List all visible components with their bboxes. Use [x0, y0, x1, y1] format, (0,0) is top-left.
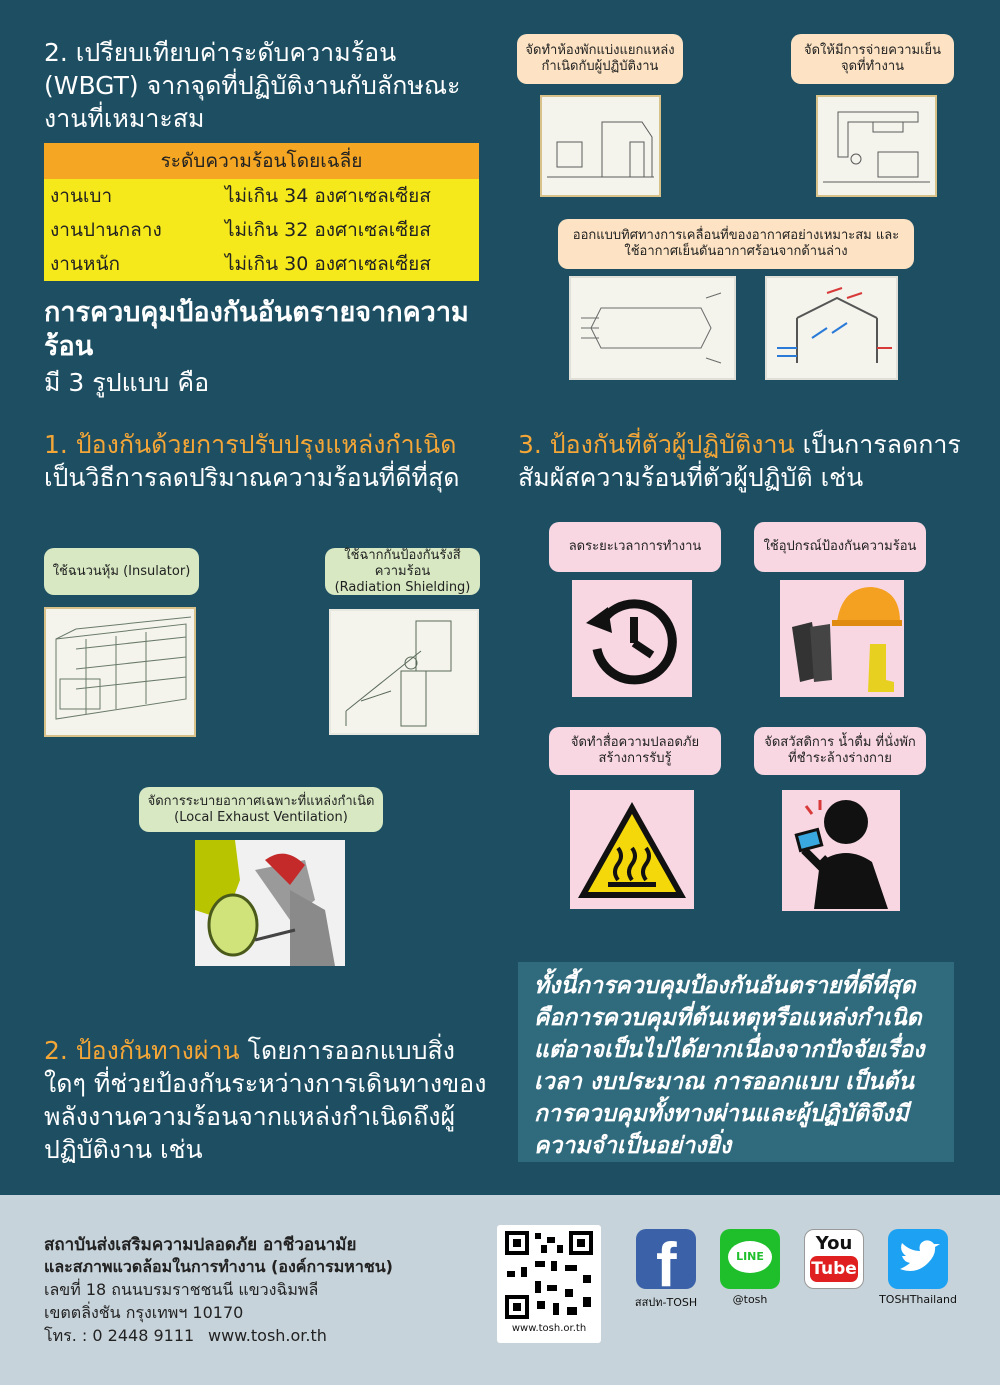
airflow-illustration-2 [765, 276, 898, 380]
ppe-gear-icon [782, 582, 902, 695]
phone: โทร. : 0 2448 9111 [44, 1326, 195, 1345]
exhaust-label-th: จัดการระบายอากาศเฉพาะที่แหล่งกำเนิด [147, 793, 375, 809]
path-desc: โดยการออกแบบสิ่งใดๆ ที่ช่วยป้องกันระหว่างการเดินทางของพลังงานความร้อนจากแหล่งกำเนิดถึงผู้ปฏิบัติงาน เช่น [44, 1036, 487, 1164]
ppe-image [780, 580, 904, 697]
control-title: การควบคุมป้องกันอันตรายจากความร้อน [44, 297, 469, 362]
source-desc: เป็นวิธีการลดปริมาณความร้อนที่ดีที่สุด [44, 463, 460, 492]
qr-caption: www.tosh.or.th [511, 1323, 587, 1334]
work-type: งานหนัก [44, 247, 219, 281]
airflow-label: ออกแบบทิศทางการเคลื่อนที่ของอากาศอย่างเหมาะสม และใช้อากาศเย็นดันอากาศร้อนจากด้านล่าง [558, 219, 914, 269]
youtube-logo-you: You [815, 1233, 853, 1254]
cool-air-illustration [816, 95, 937, 197]
facebook-icon[interactable]: f [636, 1229, 696, 1289]
worker-desc: เป็นการลดการสัมผัสความร้อนที่ตัวผู้ปฏิบัติ เช่น [518, 430, 961, 492]
reduce-time-image [572, 580, 692, 697]
address-line-1: เลขที่ 18 ถนนบรมราชชนนี แขวงฉิมพลี [44, 1280, 319, 1299]
summary-note: ทั้งนี้การควบคุมป้องกันอันตรายที่ดีที่สุด คือการควบคุมที่ต้นเหตุหรือแหล่งกำเนิด แต่อาจเป็นไปได้ยากเนื่องจากปัจจัยเรื่องเวลา งบประมาณ การออกแบบ เป็นต้น การควบคุมทั้งทางผ่านและผู้ปฏิบัติจึงมีความจำเป็นอย่างยิ่ง [518, 962, 954, 1162]
wbgt-table-header: ระดับความร้อนโดยเฉลี่ย [44, 143, 479, 179]
twitter-label[interactable]: TOSHThailand [879, 1293, 957, 1306]
welfare-image [782, 790, 900, 911]
media-image [570, 790, 694, 909]
temp-limit: ไม่เกิน 30 องศาเซลเซียส [219, 247, 479, 281]
qr-code-icon [505, 1231, 593, 1319]
table-row [44, 179, 479, 213]
media-label: จัดทำสื่อความปลอดภัย สร้างการรับรู้ [549, 727, 721, 775]
wbgt-table [44, 143, 479, 281]
path-section [44, 1034, 494, 1166]
table-row [44, 213, 479, 247]
exhaust-drawing [195, 840, 345, 966]
exhaust-illustration [195, 840, 345, 966]
shielding-label-en: (Radiation Shielding) [334, 579, 471, 595]
source-heading: 1. ป้องกันด้วยการปรับปรุงแหล่งกำเนิด [44, 430, 457, 459]
worker-heading: 3. ป้องกันที่ตัวผู้ปฏิบัติงาน [518, 430, 795, 459]
ppe-label: ใช้อุปกรณ์ป้องกันความร้อน [754, 522, 926, 572]
qr-code[interactable] [497, 1225, 601, 1343]
shielding-label-th: ใช้ฉากกันป้องกันรังสีความร้อน [344, 547, 461, 579]
address-line-2: เขตตลิ่งชัน กรุงเทพฯ 10170 [44, 1303, 244, 1322]
rest-room-illustration [540, 95, 661, 197]
drinking-person-icon [784, 792, 898, 909]
facebook-label[interactable]: สสปท-TOSH [634, 1296, 698, 1309]
website-link[interactable]: www.tosh.or.th [208, 1326, 327, 1345]
shielding-drawing [331, 611, 477, 733]
path-heading: 2. ป้องกันทางผ่าน [44, 1036, 240, 1065]
reduce-time-label: ลดระยะเวลาการทำงาน [549, 522, 721, 572]
airflow-illustration-1 [569, 276, 736, 380]
youtube-logo-tube: Tube [810, 1256, 858, 1282]
control-subtitle: มี 3 รูปแบบ คือ [44, 368, 210, 397]
cool-air-drawing [818, 97, 935, 195]
work-type: งานปานกลาง [44, 213, 219, 247]
airflow-drawing-2 [767, 278, 896, 378]
exhaust-label [139, 787, 383, 832]
cool-air-label: จัดให้มีการจ่ายความเย็นจุดที่ทำงาน [791, 34, 954, 84]
hot-surface-warning-icon [574, 798, 690, 902]
rest-room-drawing [542, 97, 659, 195]
org-name-1: สถาบันส่งเสริมความปลอดภัย อาชีวอนามัย [44, 1235, 357, 1255]
welfare-label: จัดสวัสดิการ น้ำดื่ม ที่นั่งพัก ที่ชำระล้างร่างกาย [754, 727, 926, 775]
temp-limit: ไม่เกิน 32 องศาเซลเซียส [219, 213, 479, 247]
wbgt-intro: 2. เปรียบเทียบค่าระดับความร้อน (WBGT) จากจุดที่ปฏิบัติงานกับลักษณะงานที่เหมาะสม [44, 38, 461, 133]
line-icon[interactable] [720, 1229, 780, 1289]
insulator-label: ใช้ฉนวนหุ้ม (Insulator) [44, 548, 199, 595]
airflow-drawing-1 [571, 278, 734, 378]
rest-room-label: จัดทำห้องพักแบ่งแยกแหล่งกำเนิดกับผู้ปฏิบัติงาน [517, 34, 683, 84]
org-name-2: และสภาพแวดล้อมในการทำงาน (องค์การมหาชน) [44, 1257, 393, 1276]
table-row [44, 247, 479, 281]
line-logo-text: LINE [736, 1250, 764, 1263]
insulator-drawing [46, 609, 194, 735]
twitter-bird-icon [888, 1229, 948, 1289]
twitter-icon[interactable] [888, 1229, 948, 1289]
work-type: งานเบา [44, 179, 219, 213]
footer [0, 1195, 1000, 1385]
history-clock-icon [582, 589, 682, 689]
shielding-label [325, 548, 480, 595]
line-label[interactable]: @tosh [732, 1293, 768, 1306]
temp-limit: ไม่เกิน 34 องศาเซลเซียส [219, 179, 479, 213]
insulator-illustration [44, 607, 196, 737]
youtube-icon[interactable] [804, 1229, 864, 1289]
exhaust-label-en: (Local Exhaust Ventilation) [174, 809, 348, 825]
worker-section [518, 428, 963, 494]
shielding-illustration [329, 609, 479, 735]
